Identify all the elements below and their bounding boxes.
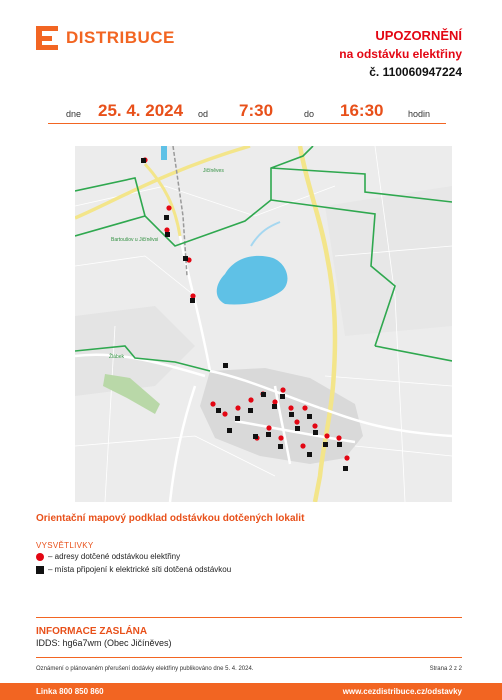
- address-marker: [190, 293, 195, 298]
- connection-marker: [223, 363, 228, 368]
- outage-date: 25. 4. 2024: [98, 101, 184, 120]
- address-marker: [302, 405, 307, 410]
- map-label-jicineves: Jičíněves: [203, 168, 224, 174]
- address-marker: [344, 455, 349, 460]
- outage-map: [75, 146, 452, 502]
- connection-marker: [261, 392, 266, 397]
- connection-marker: [280, 394, 285, 399]
- connection-marker: [295, 426, 300, 431]
- notice-header: [339, 27, 462, 81]
- footer-hotline: Linka 800 850 860: [36, 687, 104, 696]
- connection-marker: [337, 442, 342, 447]
- logo-text: DISTRIBUCE: [66, 28, 175, 47]
- address-marker: [166, 205, 171, 210]
- publication-note: Oznámení o plánovaném přerušení dodávky elektřiny publikováno dne 5. 4. 2024.: [36, 666, 254, 672]
- connection-marker: [289, 412, 294, 417]
- connection-marker: [307, 414, 312, 419]
- address-marker: [266, 425, 271, 430]
- time-from: 7:30: [239, 101, 274, 120]
- legend-address-label: – adresy dotčené odstávkou elektřiny: [48, 552, 181, 561]
- time-to: 16:30: [340, 101, 384, 120]
- info-divider: [36, 617, 462, 618]
- field-parcel: [325, 186, 452, 336]
- connection-marker: [323, 442, 328, 447]
- connection-marker: [266, 432, 271, 437]
- connection-marker: [183, 256, 188, 261]
- address-marker: [235, 405, 240, 410]
- connection-marker: [272, 404, 277, 409]
- address-marker: [336, 435, 341, 440]
- dateline-divider: [48, 123, 446, 124]
- logo: [36, 26, 175, 50]
- legend-item-address: [36, 552, 180, 561]
- map-label-zlabek: Žlábek: [109, 354, 125, 360]
- connection-marker: [165, 232, 170, 237]
- label-to: do: [304, 109, 315, 119]
- connection-marker: [307, 452, 312, 457]
- info-title: INFORMACE ZASLÁNA: [36, 626, 148, 637]
- map-canvas: [75, 146, 452, 502]
- footer-website-link[interactable]: www.cezdistribuce.cz/odstavky: [342, 687, 462, 696]
- label-from: od: [198, 109, 209, 119]
- connection-marker: [253, 434, 258, 439]
- address-marker: [248, 397, 253, 402]
- connection-marker: [343, 466, 348, 471]
- connection-marker: [141, 158, 146, 163]
- address-marker: [324, 433, 329, 438]
- footer-bar: [0, 683, 502, 700]
- address-marker: [164, 227, 169, 232]
- notice-subtitle: na odstávku elektřiny: [339, 47, 462, 61]
- address-marker: [272, 399, 277, 404]
- outage-dateline: [48, 100, 446, 122]
- connection-marker: [313, 430, 318, 435]
- notice-number: č. 110060947224: [369, 65, 462, 79]
- connection-marker: [164, 215, 169, 220]
- address-marker: [312, 423, 317, 428]
- address-marker: [280, 387, 285, 392]
- connection-marker: [248, 408, 253, 413]
- label-day: dne: [66, 109, 82, 119]
- label-hours: hodin: [408, 109, 431, 119]
- legend-title: VYSVĚTLIVKY: [36, 541, 94, 550]
- address-marker: [210, 401, 215, 406]
- map-caption: Orientační mapový podklad odstávkou dotčených lokalit: [36, 513, 305, 524]
- page-number: Strana 2 z 2: [429, 666, 462, 672]
- address-marker: [288, 405, 293, 410]
- address-marker: [294, 419, 299, 424]
- connection-marker: [190, 298, 195, 303]
- cez-logo-icon: [36, 26, 58, 50]
- connection-marker: [227, 428, 232, 433]
- notice-title: UPOZORNĚNÍ: [375, 28, 462, 43]
- address-marker: [222, 411, 227, 416]
- address-marker: [278, 435, 283, 440]
- red-dot-icon: [36, 553, 44, 561]
- connection-marker: [216, 408, 221, 413]
- map-label-bartousov: Bartoušov u Jičíněvsi: [111, 237, 159, 243]
- footnote-divider: [36, 657, 462, 658]
- address-marker: [300, 443, 305, 448]
- black-square-icon: [36, 566, 44, 574]
- connection-marker: [278, 444, 283, 449]
- info-recipient: IDDS: hg6a7wm (Obec Jičíněves): [36, 638, 172, 648]
- legend-item-connection: [36, 565, 231, 574]
- legend-connection-label: – místa připojení k elektrické síti dotčená odstávkou: [48, 565, 232, 574]
- connection-marker: [235, 416, 240, 421]
